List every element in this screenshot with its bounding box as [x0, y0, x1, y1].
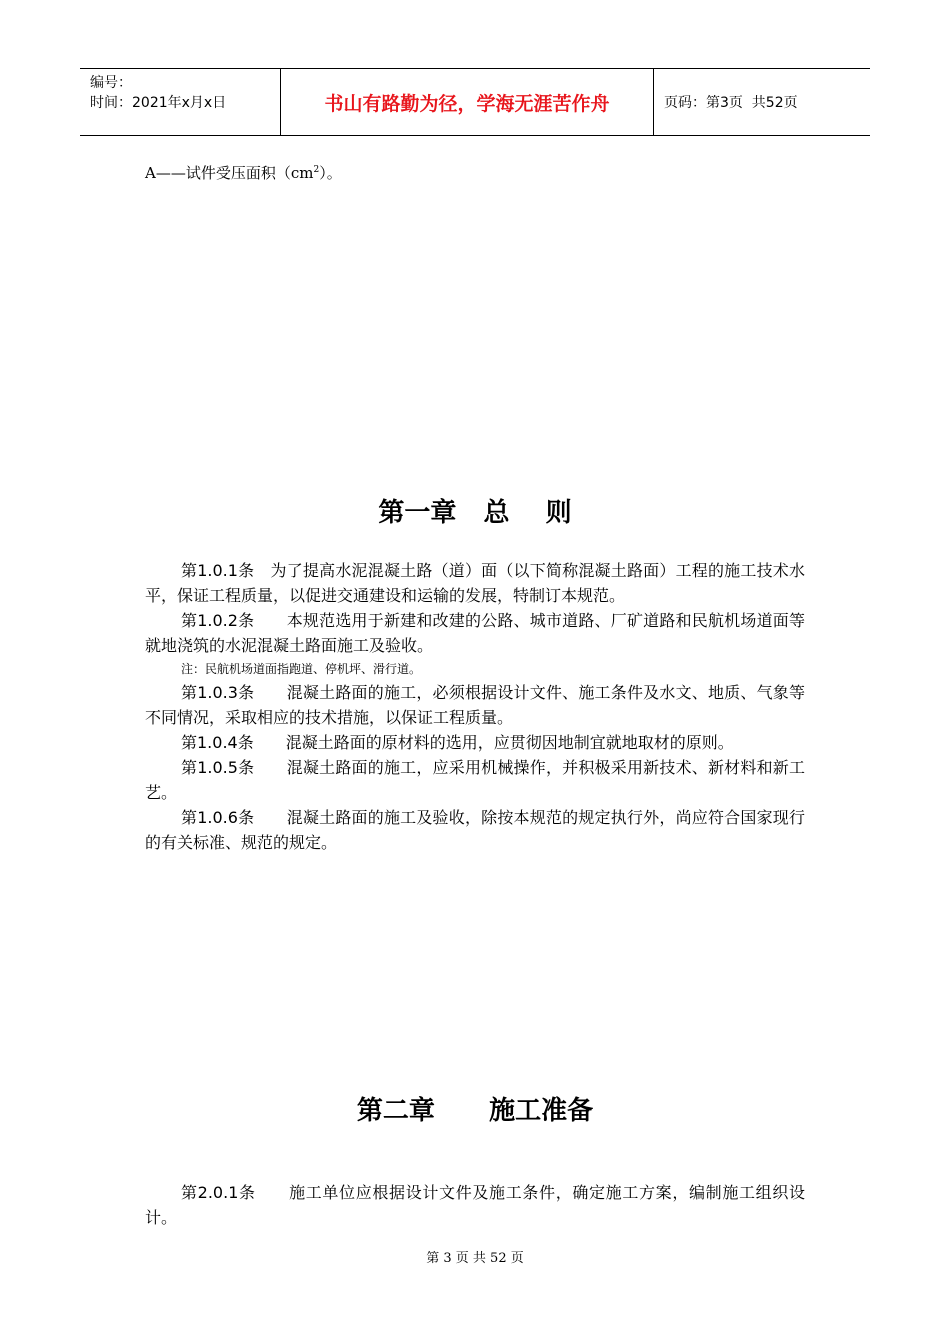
article-number: 第1.0.4条 [181, 733, 254, 752]
header-motto: 书山有路勤为径，学海无涯苦作舟 [281, 69, 654, 135]
article-1-0-3 [145, 680, 805, 730]
article-text: 为了提高水泥混凝土路（道）面（以下简称混凝土路面）工程的施工技术水平，保证工程质量，以促进交通建设和运输的发展，特制订本规范。 [145, 561, 805, 605]
chapter-1-title: 第一章 总 则 [378, 498, 572, 528]
article-1-0-6 [145, 805, 805, 855]
intro-prefix: A——试件受压面积（cm [145, 164, 314, 182]
article-number: 第1.0.5条 [181, 758, 255, 777]
intro-suffix: ）。 [319, 164, 342, 182]
article-2-0-1 [145, 1180, 805, 1230]
chapter-2-body [145, 1180, 805, 1230]
article-text: 施工单位应根据设计文件及施工条件，确定施工方案，编制施工组织设计。 [145, 1183, 805, 1227]
article-text: 混凝土路面的原材料的选用，应贯彻因地制宜就地取材的原则。 [285, 733, 734, 752]
article-number: 第1.0.1条 [181, 561, 255, 580]
article-text: 混凝土路面的施工及验收，除按本规范的规定执行外，尚应符合国家现行的有关标准、规范的规定。 [145, 808, 805, 852]
article-number: 第1.0.6条 [181, 808, 255, 827]
article-1-0-2 [145, 608, 805, 658]
article-text: 本规范选用于新建和改建的公路、城市道路、厂矿道路和民航机场道面等就地浇筑的水泥混凝土路面施工及验收。 [145, 611, 805, 655]
chapter-2-title: 第二章 施工准备 [356, 1096, 594, 1126]
page-footer: 第 3 页 共 52 页 [426, 1251, 524, 1266]
intro-sup: 2 [313, 165, 320, 175]
intro-line [145, 162, 342, 183]
article-1-0-5 [145, 755, 805, 805]
time-label: 时间：2021年x月x日 [90, 95, 227, 111]
article-text: 混凝土路面的施工，必须根据设计文件、施工条件及水文、地质、气象等不同情况，采取相应的技术措施，以保证工程质量。 [145, 683, 805, 727]
header-page [654, 69, 870, 135]
header-info [80, 69, 281, 135]
article-1-0-1 [145, 558, 805, 608]
chapter-1-body [145, 558, 805, 855]
article-number: 第1.0.3条 [181, 683, 255, 702]
note: 注：民航机场道面指跑道、停机坪、滑行道。 [181, 662, 422, 676]
page-header [80, 68, 870, 136]
article-1-0-4 [145, 730, 805, 755]
number-label: 编号： [90, 75, 132, 91]
article-number: 第2.0.1条 [181, 1183, 256, 1202]
article-number: 第1.0.2条 [181, 611, 255, 630]
page-label: 页码：第3页 共52页 [664, 95, 798, 111]
article-text: 混凝土路面的施工，应采用机械操作，并积极采用新技术、新材料和新工艺。 [145, 758, 805, 802]
